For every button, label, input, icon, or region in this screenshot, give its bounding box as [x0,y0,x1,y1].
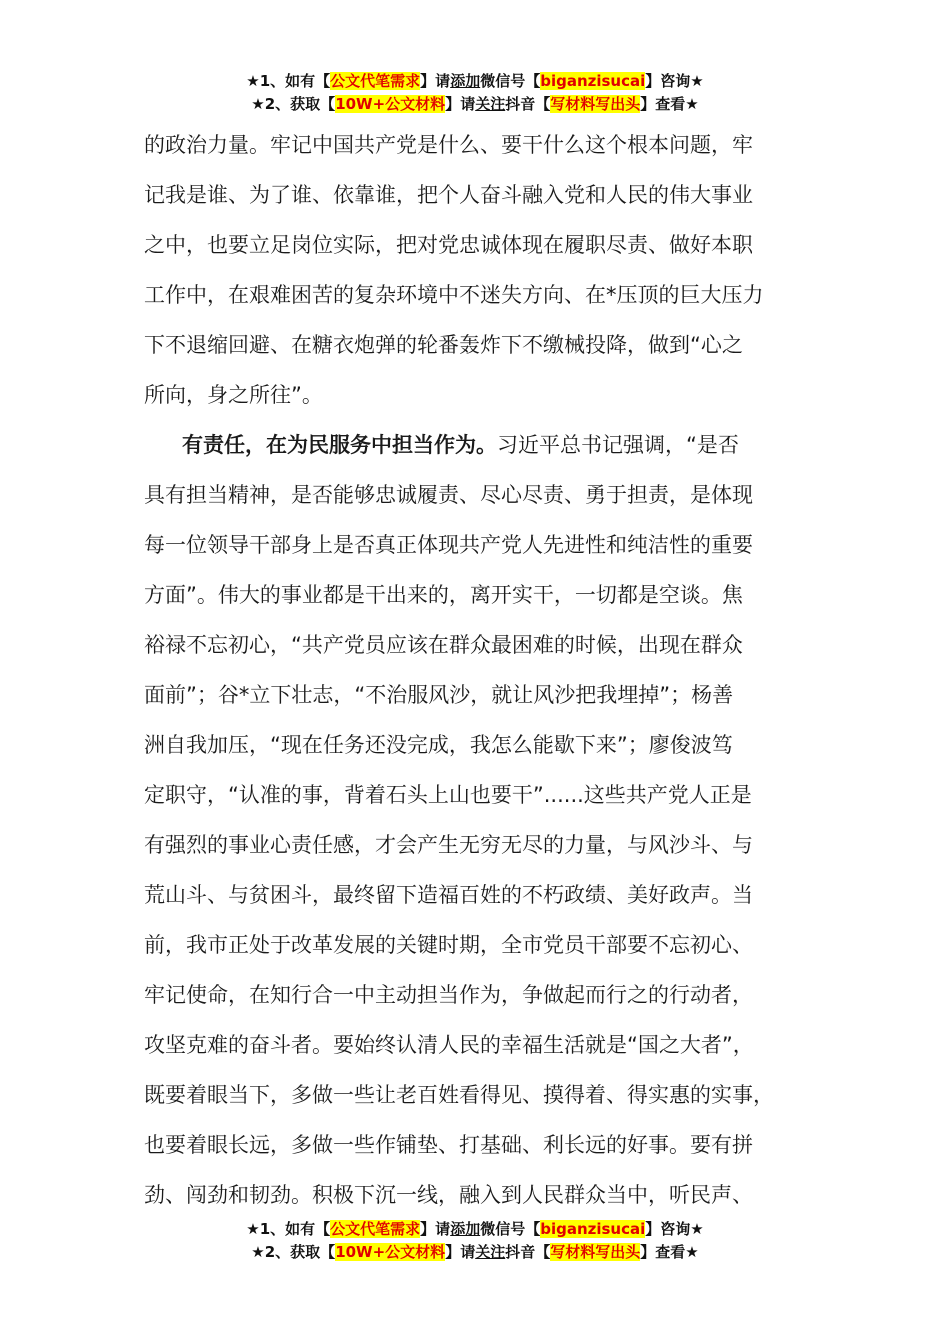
banner-text: ★1、如有【 [246,72,331,90]
banner-text: 】请 [420,72,451,90]
banner-text: 】查看★ [640,95,699,113]
banner-text: ★2、获取【 [251,95,336,113]
banner-text: 】咨询★ [645,1220,704,1238]
text-line: 所向，身之所往”。 [144,383,323,407]
text-line: 劲、闯劲和韧劲。积极下沉一线，融入到人民群众当中，听民声、 [144,1183,753,1207]
text-line: 具有担当精神，是否能够忠诚履责、尽心尽责、勇于担责，是体现 [144,483,753,507]
text-line: 裕禄不忘初心，“共产党员应该在群众最困难的时候，出现在群众 [144,633,743,657]
text-line: 记我是谁、为了谁、依靠谁，把个人奋斗融入党和人民的伟大事业 [144,183,753,207]
text-line: 攻坚克难的奋斗者。要始终认清人民的幸福生活就是“国之大者”， [144,1033,754,1057]
banner-text: 】查看★ [640,1243,699,1261]
banner-text: 】请 [445,95,476,113]
banner-douyin-account: 写材料写出头 [550,95,641,113]
banner-underlined-text: 添加 [450,72,481,90]
banner-line-1 [0,70,950,93]
text-line: 的政治力量。牢记中国共产党是什么、要干什么这个根本问题，牢 [144,133,753,157]
banner-underlined-text: 关注 [475,1243,506,1261]
banner-text: 】请 [420,1220,451,1238]
text-line: 方面”。伟大的事业都是干出来的，离开实干，一切都是空谈。焦 [144,583,743,607]
banner-highlight: 10W+公文材料 [335,1243,446,1261]
header-banner [0,70,950,116]
text-line: 牢记使命，在知行合一中主动担当作为，争做起而行之的行动者， [144,983,753,1007]
text-line: 前，我市正处于改革发展的关键时期，全市党员干部要不忘初心、 [144,933,753,957]
banner-text: 抖音【 [505,1243,551,1261]
text-line: 荒山斗、与贫困斗，最终留下造福百姓的不朽政绩、美好政声。当 [144,883,753,907]
footer-banner [0,1218,950,1264]
text-line: 也要着眼长远，多做一些作铺垫、打基础、利长远的好事。要有拼 [144,1133,753,1157]
banner-text: 】咨询★ [645,72,704,90]
banner-highlight: 公文代笔需求 [330,1220,421,1238]
banner-line-2 [0,93,950,116]
banner-douyin-account: 写材料写出头 [550,1243,641,1261]
banner-text: 微信号【 [480,1220,541,1238]
paragraph-heading: 有责任，在为民服务中担当作为。 [182,433,497,457]
banner-text: ★1、如有【 [246,1220,331,1238]
banner-text: 微信号【 [480,72,541,90]
text-line: 工作中，在艰难困苦的复杂环境中不迷失方向、在*压顶的巨大压力 [144,283,764,307]
paragraph-first-line [144,420,808,470]
banner-wechat-id: biganzisucai [540,72,646,90]
banner-text: 抖音【 [505,95,551,113]
text-line: 每一位领导干部身上是否真正体现共产党人先进性和纯洁性的重要 [144,533,753,557]
text-line: 面前”；谷*立下壮志，“不治服风沙，就让风沙把我埋掉”；杨善 [144,683,734,707]
banner-text: ★2、获取【 [251,1243,336,1261]
paragraph-text: 习近平总书记强调，“是否 [497,433,739,457]
text-line: 之中，也要立足岗位实际，把对党忠诚体现在履职尽责、做好本职 [144,233,753,257]
banner-highlight: 10W+公文材料 [335,95,446,113]
banner-highlight: 公文代笔需求 [330,72,421,90]
text-line: 有强烈的事业心责任感，才会产生无穷无尽的力量，与风沙斗、与 [144,833,753,857]
banner-line-2 [0,1241,950,1264]
banner-line-1 [0,1218,950,1241]
banner-wechat-id: biganzisucai [540,1220,646,1238]
text-line: 洲自我加压，“现在任务还没完成，我怎么能歇下来”；廖俊波笃 [144,733,733,757]
banner-text: 】请 [445,1243,476,1261]
banner-underlined-text: 关注 [475,95,506,113]
text-line: 下不退缩回避、在糖衣炮弹的轮番轰炸下不缴械投降，做到“心之 [144,333,743,357]
banner-underlined-text: 添加 [450,1220,481,1238]
text-line: 既要着眼当下，多做一些让老百姓看得见、摸得着、得实惠的实事， [144,1083,774,1107]
document-body [144,120,808,1220]
text-line: 定职守，“认准的事，背着石头上山也要干”......这些共产党人正是 [144,783,752,807]
